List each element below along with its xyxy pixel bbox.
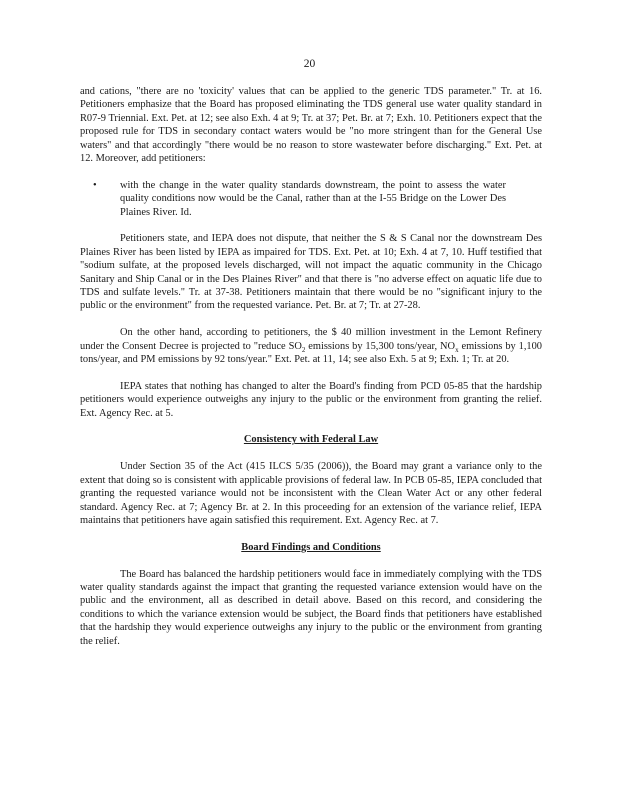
- paragraph-section-35: Under Section 35 of the Act (415 ILCS 5/35 (2006)), the Board may grant a variance only to the extent that doing so is consistent with applicable provisions of federal law. In PCB 05-85, IEPA concluded that granting the requested variance would not be inconsistent with the Clean Water Act or any other federal standard. Agency Rec. at 7; Agency Br. at 2. In this proceeding for an extension of the variance relief, IEPA maintains that petitioners have again satisfied this requirement. Ext. Agency Rec. at 7.: [80, 461, 542, 526]
- document-body: [80, 85, 542, 648]
- paragraph-not-impaired: Petitioners state, and IEPA does not dispute, that neither the S & S Canal nor the downstream Des Plaines River has been listed by IEPA as impaired for TDS. Ext. Pet. at 10; Exh. 4 at 7, 10. Huff testified that "sodium sulfate, at the proposed levels discharged, will not impact the aquatic community in the Chicago Sanitary and Ship Canal or in the Des Plaines River" and that there is "no adverse effect on aquatic life due to TDS and sulfate levels." Tr. at 37-38. Petitioners maintain that there would be no "significant injury to the public or the environment" from the requested variance. Pet. Br. at 7; Tr. at 27-28.: [80, 233, 542, 312]
- so2-subscript: 2: [301, 345, 306, 354]
- bullet-mark: •: [93, 179, 97, 191]
- paragraph-board-balanced: The Board has balanced the hardship petitioners would face in immediately complying with the TDS water quality standards against the impact that granting the requested variance extension would have on the public and the environment, all as described in detail above. Based on this record, and considering the conditions to which the variance extension would be subject, the Board finds that petitioners have established that the hardship they would experience outweighs any injury to the public or the environment from granting the relief.: [80, 568, 542, 647]
- paragraph-iepa-hardship: IEPA states that nothing has changed to alter the Board's finding from PCD 05-85 that the hardship petitioners would experience outweighs any injury to the public or the environment from granting the relief. Ext. Agency Rec. at 5.: [80, 380, 542, 419]
- quote-water-quality-change: with the change in the water quality standards downstream, the point to assess the water quality conditions now would be the Canal, rather than at the I-55 Bridge on the Lower Des Plaines River. Id.: [120, 179, 506, 218]
- nox-subscript: x: [455, 345, 459, 354]
- emissions-text-3: emissions by 1,100 tons/year, and PM emissions by 92 tons/year." Ext. Pet. at 11, 14; see also Exh. 5 at 9; Exh. 1; Tr. at 20.: [80, 340, 543, 366]
- paragraph-petitioners-toxicity: and cations, "there are no 'toxicity' values that can be applied to the generic TDS parameter." Tr. at 16. Petitioners emphasize that the Board has proposed eliminating the TDS general use water quality standard in R07-9 Triennial. Ext. Pet. at 12; see also Exh. 4 at 9; Tr. at 37; Pet. Br. at 7; Exh. 10. Petitioners expect that the proposed rule for TDS in secondary contact waters would be "no more stringent than for the General Use waters" and that accordingly "there would be no reason to store wastewater before discharging." Ext. Pet. at 12. Moreover, add petitioners:: [80, 86, 542, 165]
- block-quote: [80, 179, 542, 219]
- heading-consistency-federal-law: Consistency with Federal Law: [243, 434, 379, 446]
- paragraph-emissions-reduction: [80, 326, 542, 366]
- emissions-text-1: On the other hand, according to petitioners, the $ 40 million investment in the Lemont Refinery under the Consent Decree is projected to "reduce SO: [80, 327, 542, 352]
- heading-board-findings: Board Findings and Conditions: [241, 541, 381, 553]
- page-number: 20: [303, 58, 316, 70]
- emissions-text-2: emissions by 15,300 tons/year, NO: [305, 340, 456, 352]
